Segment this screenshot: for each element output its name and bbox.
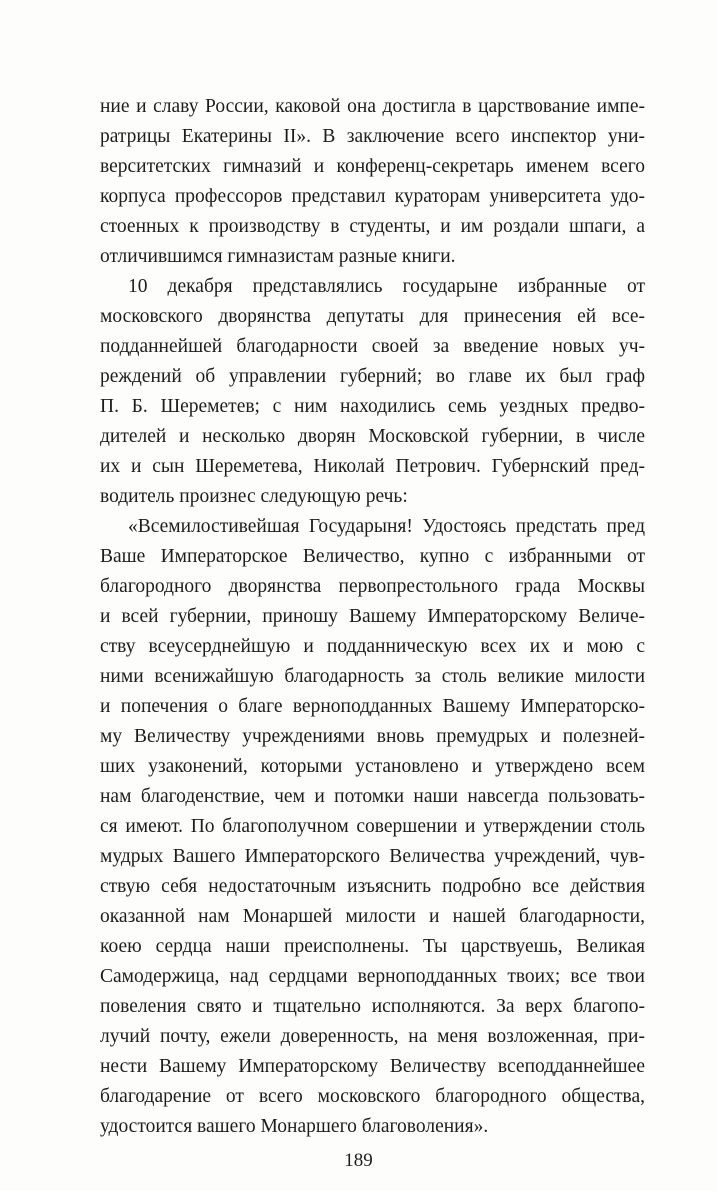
text-line: дителей и несколько дворян Московской губернии, в числе — [100, 426, 645, 447]
text-line: оказанной нам Монаршей милости и нашей благодарности, — [100, 906, 645, 927]
text-line: водитель произнес следующую речь: — [100, 486, 408, 507]
text-line: реждений об управлении губерний; во главе их был граф — [100, 366, 645, 387]
text-line: Ваше Императорское Величество, купно с избранными от — [100, 546, 645, 567]
text-line: ние и славу России, каковой она достигла в царствование импе- — [100, 96, 645, 117]
text-line: благородного дворянства первопрестольного града Москвы — [100, 576, 645, 597]
text-line: верситетских гимназий и конференц-секретарь именем всего — [100, 156, 645, 177]
text-line: коею сердца наши преисполнены. Ты царствуешь, Великая — [100, 936, 645, 957]
text-line: 10 декабря представлялись государыне избранные от — [128, 276, 645, 297]
text-line: ствую себя недостаточным изъяснить подробно все действия — [100, 876, 645, 897]
text-line: отличившимся гимназистам разные книги. — [100, 246, 456, 267]
text-line: «Всемилостивейшая Государыня! Удостоясь предстать пред — [128, 516, 645, 537]
text-line: ся имеют. По благополучном совершении и утверждении столь — [100, 816, 645, 837]
text-line: нести Вашему Императорскому Величеству всеподданнейшее — [100, 1056, 645, 1077]
text-line: нам благоденствие, чем и потомки наши навсегда пользовать- — [100, 786, 645, 807]
text-line: ними всенижайшую благодарность за столь великие милости — [100, 666, 645, 687]
text-line: удостоится вашего Монаршего благоволения». — [100, 1116, 489, 1137]
text-line: и всей губернии, приношу Вашему Императорскому Величе- — [100, 606, 645, 627]
text-line: их и сын Шереметева, Николай Петрович. Губернский пред- — [100, 456, 645, 477]
text-line: благодарение от всего московского благородного общества, — [100, 1086, 645, 1107]
text-line: лучий почту, ежели доверенность, на меня возложенная, при- — [100, 1026, 645, 1047]
text-line: и попечения о благе верноподданных Вашему Императорско- — [100, 696, 645, 717]
page-number: 189 — [344, 1150, 373, 1171]
text-line: московского дворянства депутаты для принесения ей все- — [100, 306, 645, 327]
text-line: повеления свято и тщательно исполняются. За верх благопо- — [100, 996, 645, 1017]
text-line: подданнейшей благодарности своей за введение новых уч- — [100, 336, 645, 357]
text-line: му Величеству учреждениями вновь премудрых и полезней- — [100, 726, 645, 747]
text-line: корпуса профессоров представил кураторам университета удо- — [100, 186, 645, 207]
text-line: ратрицы Екатерины II». В заключение всего инспектор уни- — [100, 126, 645, 147]
text-line: мудрых Вашего Императорского Величества учреждений, чув- — [100, 846, 645, 867]
text-line: П. Б. Шереметев; с ним находились семь уездных предво- — [100, 396, 645, 417]
text-line: Самодержица, над сердцами верноподданных твоих; все твои — [100, 966, 645, 987]
text-line: ству всеусерднейшую и подданническую всех их и мою с — [100, 636, 645, 657]
text-line: стоенных к производству в студенты, и им роздали шпаги, а — [100, 216, 645, 237]
text-line: ших узаконений, которыми установлено и утверждено всем — [100, 756, 645, 777]
